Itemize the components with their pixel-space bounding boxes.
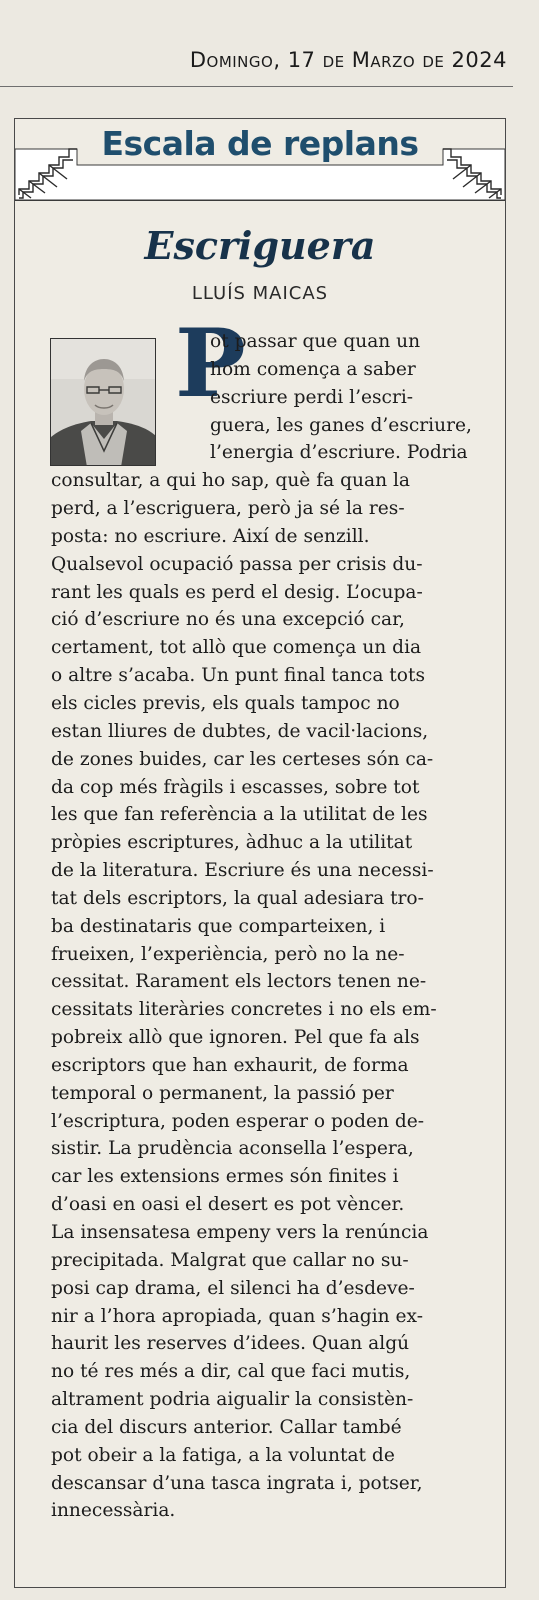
article-line: escriure perdi l’escri-: [210, 386, 414, 408]
article-line: pròpies escriptures, àdhuc a la utilitat: [51, 832, 413, 854]
article-line: de la literatura. Escriure és una necessi-: [51, 860, 434, 882]
dateline-rule: [0, 86, 513, 87]
article-line: l’escriptura, poden esperar o poden de-: [51, 1110, 425, 1132]
dateline: Domingo, 17 de Marzo de 2024: [189, 48, 507, 72]
drop-cap: P: [175, 309, 246, 419]
article-line: de zones buides, car les certeses són ca-: [51, 748, 434, 770]
article-line: sistir. La prudència aconsella l’espera,: [51, 1138, 414, 1160]
article-line: escriptors que han exhaurit, de forma: [51, 1054, 409, 1076]
article-line: precipitada. Malgrat que callar no su-: [51, 1249, 409, 1271]
article-line: o altre s’acaba. Un punt final tanca tots: [51, 665, 425, 687]
article-line: tat dels escriptors, la qual adesiara tro-: [51, 887, 424, 909]
article-body: [51, 328, 491, 1525]
article-line: ció d’escriure no és una excepció car,: [51, 609, 405, 631]
article-line: La insensatesa empeny vers la renúncia: [51, 1222, 429, 1243]
article-line: perd, a l’escriguera, però ja sé la res-: [51, 498, 405, 520]
article-headline: Escriguera: [144, 223, 376, 268]
article-line: descansar d’una tasca ingrata i, potser,: [51, 1472, 423, 1494]
section-title: Escala de replans: [101, 124, 419, 163]
article-line: l’energia d’escriure. Podria: [210, 442, 468, 464]
article-line: els cicles previs, els quals tampoc no: [51, 692, 400, 714]
article-line: ba destinataris que comparteixen, i: [51, 915, 386, 937]
article-line: frueixen, l’experiència, però no la ne-: [51, 943, 405, 965]
article-line: da cop més fràgils i escasses, sobre tot: [51, 776, 420, 798]
article-line: ot passar que quan un: [210, 331, 421, 352]
article-line: hom comença a saber: [210, 358, 416, 380]
article-line: estan lliures de dubtes, de vacil·lacions,: [51, 720, 429, 742]
article-line: pot obeir a la fatiga, a la voluntat de: [51, 1444, 395, 1466]
article-line: cessitat. Rarament els lectors tenen ne-: [51, 971, 427, 993]
article-line: nir a l’hora apropiada, quan s’hagin ex-: [51, 1305, 423, 1327]
article-line: innecessària.: [51, 1500, 176, 1522]
article-line: Qualsevol ocupació passa per crisis du-: [51, 553, 423, 575]
article-line: d’oasi en oasi el desert es pot vèncer.: [51, 1194, 405, 1216]
author-byline: LLUÍS MAICAS: [191, 283, 329, 304]
article-line: no té res més a dir, cal que faci mutis,: [51, 1361, 411, 1383]
article-line: pobreix allò que ignoren. Pel que fa als: [51, 1027, 420, 1049]
article-line: car les extensions ermes són finites i: [51, 1166, 399, 1188]
article-line: temporal o permanent, la passió per: [51, 1082, 394, 1104]
section-header: [15, 119, 505, 201]
article-line: posta: no escriure. Així de senzill.: [51, 525, 370, 547]
article-line: consultar, a qui ho sap, què fa quan la: [51, 470, 410, 492]
article-line: rant les quals es perd el desig. L’ocupa-: [51, 581, 423, 603]
article-line: guera, les ganes d’escriure,: [210, 414, 472, 436]
article-line: cia del discurs anterior. Callar també: [51, 1416, 402, 1438]
article-line: cessitats literàries concretes i no els em-: [51, 999, 437, 1021]
article-frame: [14, 118, 506, 1588]
article-line: les que fan referència a la utilitat de les: [51, 804, 428, 826]
article-line: altrament podria aigualir la consistèn-: [51, 1389, 414, 1411]
article-line: certament, tot allò que comença un dia: [51, 637, 422, 659]
article-line: posi cap drama, el silenci ha d’esdeve-: [51, 1277, 415, 1299]
article-line: haurit les reserves d’idees. Quan algú: [51, 1333, 410, 1355]
